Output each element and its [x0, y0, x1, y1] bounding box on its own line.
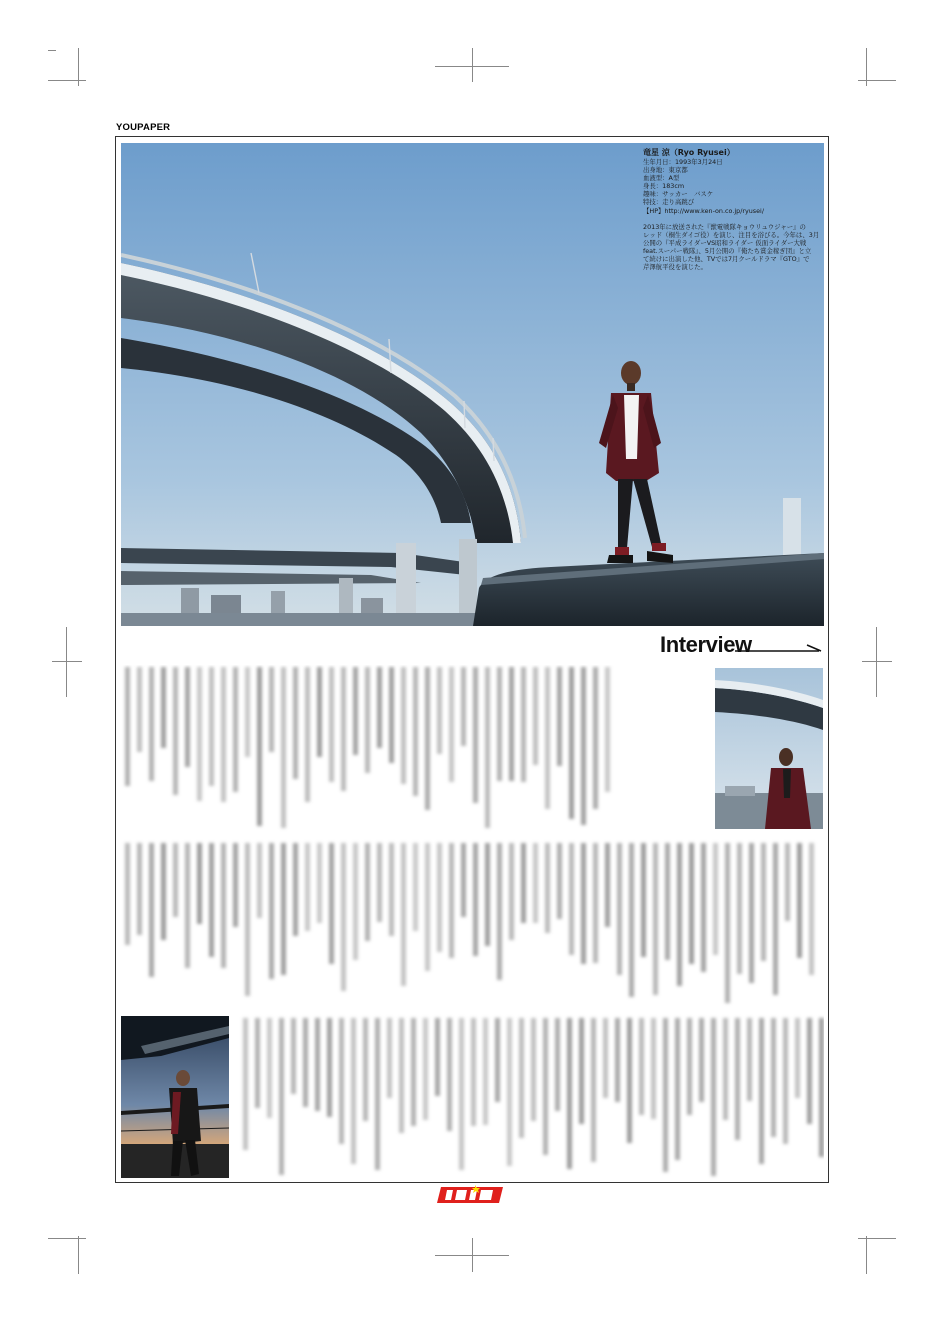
text-column-blur	[255, 1018, 260, 1108]
text-column-blur	[281, 843, 286, 975]
text-column-blur	[197, 843, 202, 924]
text-column-blur	[437, 843, 442, 952]
text-column-blur	[353, 843, 358, 960]
profile-fact: 出身地：東京都	[643, 166, 688, 175]
text-column-blur	[375, 1018, 380, 1170]
text-column-blur	[437, 667, 442, 754]
crop-mark-icon	[52, 661, 82, 662]
profile-bio	[643, 223, 823, 272]
crop-mark-icon	[866, 1236, 867, 1274]
text-column-blur	[173, 843, 178, 917]
text-column-blur	[125, 667, 130, 786]
text-column-blur	[689, 843, 694, 964]
text-column-blur	[449, 843, 454, 958]
text-column-blur	[221, 843, 226, 968]
text-column-blur	[785, 843, 790, 921]
text-column-blur	[317, 667, 322, 757]
text-column-blur	[315, 1018, 320, 1111]
text-column-blur	[605, 667, 610, 792]
text-column-blur	[665, 843, 670, 960]
text-column-blur	[401, 843, 406, 986]
text-column-blur	[365, 667, 370, 773]
text-column-blur	[125, 843, 130, 945]
text-column-blur	[423, 1018, 428, 1120]
crop-mark-icon	[66, 627, 67, 697]
text-column-blur	[509, 843, 514, 940]
text-column-blur	[593, 843, 598, 963]
text-column-blur	[485, 667, 490, 828]
text-column-blur	[303, 1018, 308, 1107]
text-column-blur	[819, 1018, 824, 1157]
text-column-blur	[591, 1018, 596, 1162]
text-column-blur	[281, 667, 286, 828]
text-column-blur	[543, 1018, 548, 1155]
text-column-blur	[185, 843, 190, 968]
profile-fact: 特技：走り高跳び	[643, 198, 695, 207]
text-column-blur	[557, 667, 562, 766]
text-column-blur	[137, 843, 142, 935]
text-column-blur	[615, 1018, 620, 1102]
text-column-blur	[483, 1018, 488, 1125]
text-column-blur	[461, 843, 466, 917]
text-column-blur	[413, 667, 418, 796]
text-column-blur	[471, 1018, 476, 1126]
crop-mark-icon	[858, 1238, 896, 1239]
inset-photo-railing	[121, 1016, 229, 1178]
text-column-blur	[759, 1018, 764, 1164]
text-column-blur	[473, 667, 478, 803]
text-column-blur	[773, 843, 778, 995]
text-column-blur	[749, 843, 754, 983]
text-column-blur	[627, 1018, 632, 1143]
text-column-blur	[327, 1018, 332, 1117]
text-column-blur	[269, 667, 274, 752]
publication-name: YOUPAPER	[116, 122, 171, 133]
text-column-blur	[555, 1018, 560, 1111]
text-column-blur	[447, 1018, 452, 1131]
text-column-blur	[257, 667, 262, 826]
text-column-blur	[305, 667, 310, 802]
text-column-blur	[221, 667, 226, 802]
text-column-blur	[279, 1018, 284, 1175]
text-column-blur	[245, 843, 250, 996]
crop-mark-icon	[78, 1236, 79, 1274]
text-column-blur	[531, 1018, 536, 1121]
profile-block	[643, 148, 823, 271]
text-column-blur	[329, 667, 334, 782]
crop-mark-icon	[78, 48, 79, 86]
text-column-blur	[723, 1018, 728, 1120]
text-column-blur	[593, 667, 598, 809]
profile-fact: 生年月日：1993年3月24日	[643, 158, 723, 166]
text-column-blur	[797, 843, 802, 958]
text-column-blur	[617, 843, 622, 975]
crop-mark-icon	[858, 80, 896, 81]
text-column-blur	[533, 843, 538, 923]
text-column-blur	[209, 667, 214, 786]
text-column-blur	[629, 843, 634, 997]
text-column-blur	[519, 1018, 524, 1138]
text-column-blur	[545, 667, 550, 809]
text-column-blur	[783, 1018, 788, 1144]
text-column-blur	[435, 1018, 440, 1096]
text-column-blur	[569, 843, 574, 955]
text-column-blur	[401, 667, 406, 784]
profile-fact: 血液型：A型	[643, 174, 680, 183]
text-column-blur	[639, 1018, 644, 1115]
crop-mark-icon	[48, 80, 86, 81]
text-column-blur	[569, 667, 574, 819]
text-column-blur	[293, 667, 298, 779]
text-column-blur	[675, 1018, 680, 1160]
text-column-blur	[581, 843, 586, 964]
text-column-blur	[737, 843, 742, 974]
text-column-blur	[185, 667, 190, 767]
text-column-blur	[605, 843, 610, 927]
text-column-blur	[387, 1018, 392, 1098]
text-column-blur	[233, 667, 238, 792]
profile-bio-line: 公開の『平成ライダーVS昭和ライダー 仮面ライダー大戦	[643, 238, 807, 247]
crop-mark-icon	[472, 48, 473, 82]
text-column-blur	[389, 667, 394, 763]
text-column-blur	[497, 843, 502, 980]
text-column-blur	[677, 843, 682, 986]
crop-mark-icon	[862, 661, 892, 662]
text-column-blur	[533, 667, 538, 765]
text-column-blur	[713, 843, 718, 955]
profile-fact: 趣味：サッカー バスケ	[643, 190, 714, 199]
text-column-blur	[245, 667, 250, 757]
profile-homepage-link[interactable]: 【HP】http://www.ken-on.co.jp/ryusei/	[643, 206, 764, 215]
text-column-blur	[459, 1018, 464, 1170]
text-column-blur	[747, 1018, 752, 1101]
text-column-blur	[641, 843, 646, 957]
text-column-blur	[339, 1018, 344, 1144]
text-column-blur	[579, 1018, 584, 1124]
profile-fact: 身長：183cm	[643, 182, 685, 191]
text-column-blur	[735, 1018, 740, 1140]
text-column-blur	[795, 1018, 800, 1098]
text-column-blur	[557, 843, 562, 919]
text-column-blur	[809, 843, 814, 975]
text-column-blur	[351, 1018, 356, 1164]
text-column-blur	[269, 843, 274, 979]
text-column-blur	[761, 843, 766, 961]
text-column-blur	[365, 843, 370, 941]
text-column-blur	[545, 843, 550, 933]
crop-mark-icon	[48, 1238, 86, 1239]
text-column-blur	[243, 1018, 248, 1150]
text-column-blur	[603, 1018, 608, 1098]
text-column-blur	[807, 1018, 812, 1124]
text-column-blur	[651, 1018, 656, 1119]
text-column-blur	[209, 843, 214, 957]
text-column-blur	[497, 667, 502, 781]
interview-heading: Interview	[660, 632, 752, 657]
text-column-blur	[341, 667, 346, 791]
youpaper-logo	[437, 1185, 507, 1205]
text-column-blur	[341, 843, 346, 991]
text-column-blur	[725, 843, 730, 1003]
text-column-blur	[495, 1018, 500, 1102]
text-column-blur	[771, 1018, 776, 1137]
text-column-blur	[663, 1018, 668, 1172]
text-column-blur	[581, 667, 586, 825]
inset-photo-portrait	[715, 668, 823, 829]
text-column-blur	[377, 843, 382, 922]
crop-mark-icon	[472, 1238, 473, 1272]
profile-name: 竜星 涼（Ryo Ryusei）	[643, 148, 735, 157]
crop-mark-icon	[866, 48, 867, 86]
text-column-blur	[149, 667, 154, 781]
text-column-blur	[473, 843, 478, 956]
profile-bio-line: レッド（桐生ダイゴ役）を演じ、注目を浴びる。今年は、3月	[643, 230, 820, 239]
text-column-blur	[389, 843, 394, 936]
text-column-blur	[701, 843, 706, 972]
crop-mark-icon	[48, 50, 56, 51]
text-column-blur	[267, 1018, 272, 1118]
text-column-blur	[653, 843, 658, 995]
interview-arrow-icon	[735, 640, 825, 664]
text-column-blur	[449, 667, 454, 782]
profile-bio-line: 芹澤航平役を演じた。	[643, 263, 707, 272]
text-column-blur	[317, 843, 322, 923]
profile-bio-line: 2013年に放送された『獣電戦隊キョウリュウジャー』の	[643, 222, 806, 231]
text-column-blur	[329, 843, 334, 964]
text-column-blur	[425, 667, 430, 810]
text-column-blur	[485, 843, 490, 946]
text-column-blur	[197, 667, 202, 801]
text-column-blur	[257, 843, 262, 918]
text-column-blur	[363, 1018, 368, 1121]
text-column-blur	[377, 667, 382, 748]
text-column-blur	[699, 1018, 704, 1102]
text-column-blur	[291, 1018, 296, 1094]
text-column-blur	[293, 843, 298, 936]
text-column-blur	[687, 1018, 692, 1115]
profile-bio-line: feat.スーパー戦隊』、5月公開の『俺たち賞金稼ぎ団』と立	[643, 246, 812, 255]
text-column-blur	[137, 667, 142, 752]
text-column-blur	[353, 667, 358, 755]
text-column-blur	[149, 843, 154, 977]
text-column-blur	[399, 1018, 404, 1133]
text-column-blur	[711, 1018, 716, 1176]
profile-bio-line: て続けに出演した他、TVでは7月クールドラマ『GTO』で	[643, 255, 810, 264]
text-column-blur	[161, 843, 166, 940]
text-column-blur	[413, 843, 418, 931]
text-column-blur	[233, 843, 238, 927]
text-column-blur	[461, 667, 466, 746]
crop-mark-icon	[876, 627, 877, 697]
text-column-blur	[161, 667, 166, 748]
text-column-blur	[425, 843, 430, 971]
text-column-blur	[567, 1018, 572, 1169]
text-column-blur	[507, 1018, 512, 1166]
text-column-blur	[305, 843, 310, 931]
text-column-blur	[411, 1018, 416, 1126]
text-column-blur	[173, 667, 178, 795]
text-column-blur	[509, 667, 514, 781]
text-column-blur	[521, 843, 526, 923]
text-column-blur	[521, 667, 526, 782]
